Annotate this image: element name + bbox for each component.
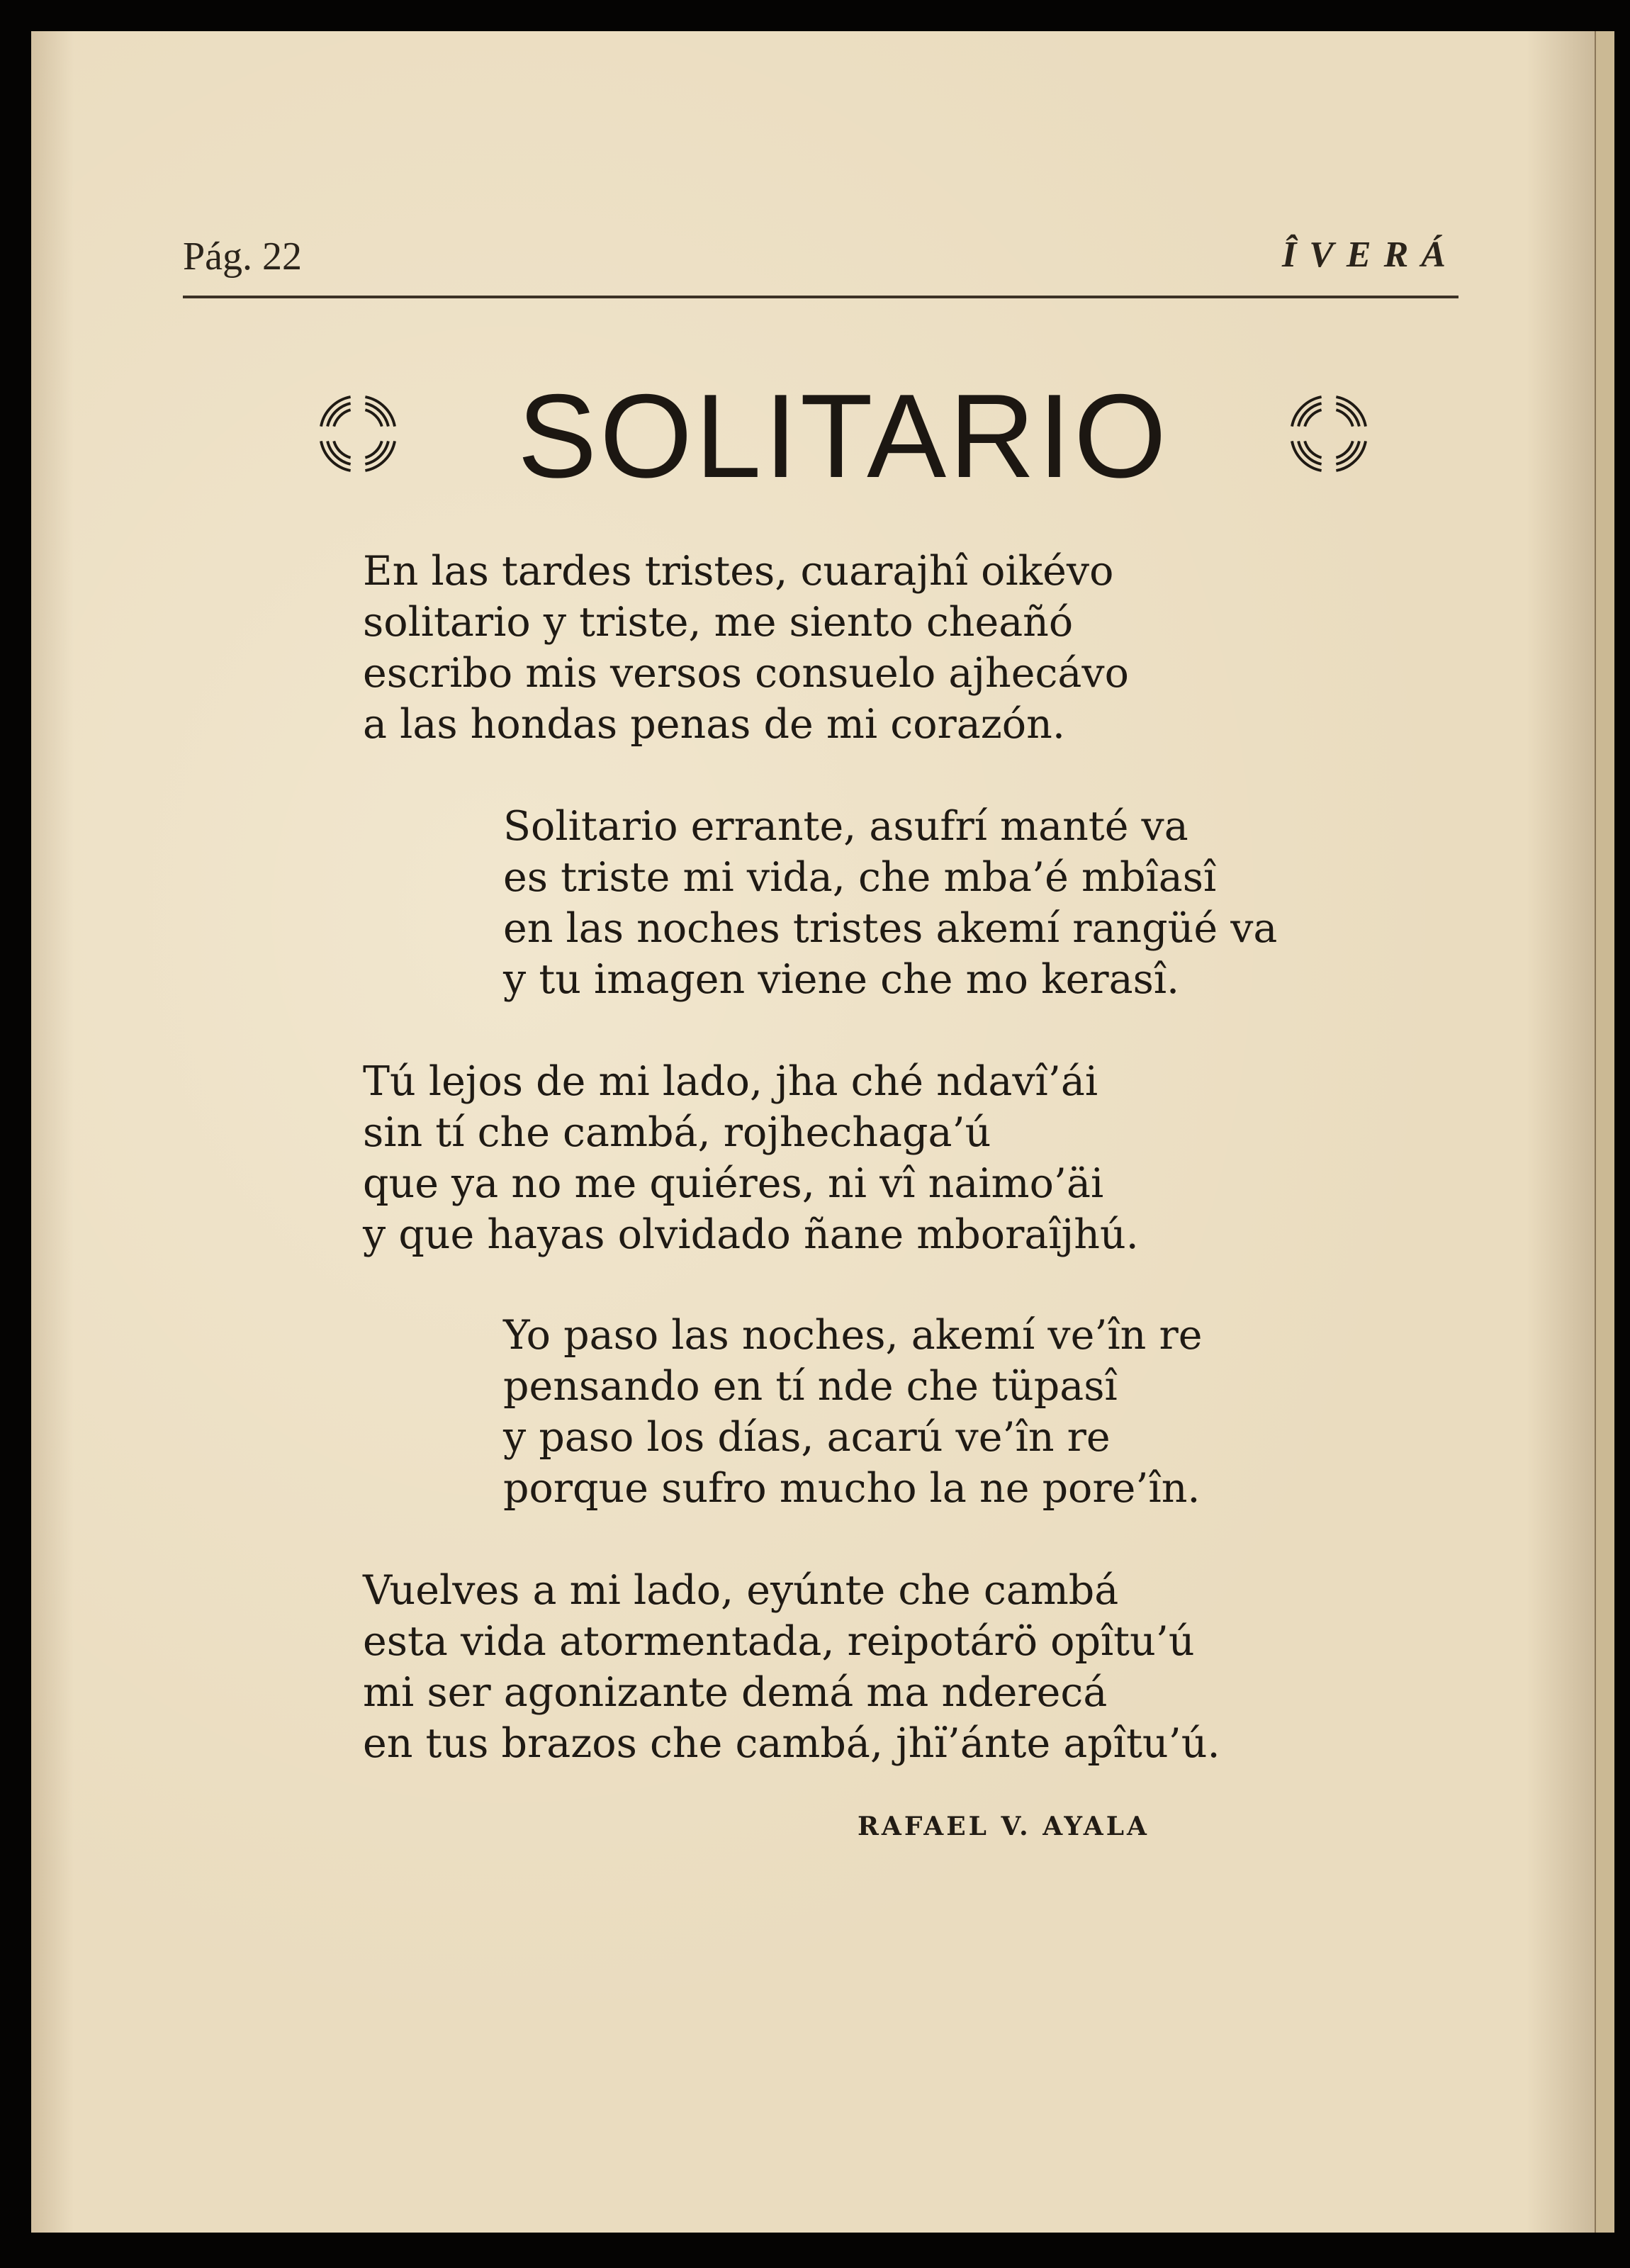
page-header <box>183 213 1458 291</box>
stanza-4 <box>503 1310 1202 1514</box>
poem-line: y tu imagen viene che mo kerasî. <box>503 956 1180 1003</box>
poem-line: Tú lejos de mi lado, jha ché ndavî’ái <box>363 1058 1098 1105</box>
poem-line: a las hondas penas de mi corazón. <box>363 701 1065 748</box>
poem-line: Yo paso las noches, akemí ve’în re <box>503 1312 1203 1359</box>
adjacent-page-edge <box>1595 31 1614 2233</box>
poem-line: sin tí che cambá, rojhechaga’ú <box>363 1109 991 1156</box>
author-signature: RAFAEL V. AYALA <box>858 1812 1150 1841</box>
poem-line: es triste mi vida, che mba’é mbîasî <box>503 854 1217 901</box>
poem-line: esta vida atormentada, reipotárö opîtu’ú <box>363 1618 1195 1665</box>
journal-title: ÎVERÁ <box>1282 235 1458 275</box>
poem-line: solitario y triste, me siento cheañó <box>363 599 1074 646</box>
header-rule <box>183 296 1458 298</box>
poem-line: Solitario errante, asufrí manté va <box>503 803 1188 850</box>
poem-line: y que hayas olvidado ñane mboraîjhú. <box>363 1211 1139 1258</box>
poem-line: que ya no me quiéres, ni vî naimo’äi <box>363 1160 1104 1207</box>
poem-line: En las tardes tristes, cuarajhî oikévo <box>363 548 1114 595</box>
poem-line: Vuelves a mi lado, eyúnte che cambá <box>363 1567 1119 1614</box>
poem-title: SOLITARIO <box>517 369 1169 503</box>
circular-bracket-ornament-icon <box>312 388 404 480</box>
poem-line: escribo mis versos consuelo ajhecávo <box>363 650 1129 697</box>
stanza-2 <box>503 801 1277 1005</box>
stanza-1 <box>363 546 1129 750</box>
stanza-3 <box>363 1056 1139 1260</box>
poem-line: mi ser agonizante demá ma nderecá <box>363 1669 1108 1716</box>
stanza-5 <box>363 1565 1220 1769</box>
page-number: Pág. 22 <box>183 235 302 279</box>
poem-line: porque sufro mucho la ne pore’în. <box>503 1465 1201 1512</box>
poem-line: y paso los días, acarú ve’în re <box>503 1414 1111 1461</box>
poem-line: en las noches tristes akemí rangüé va <box>503 905 1278 952</box>
poem-line: en tus brazos che cambá, jhï’ánte apîtu’ú. <box>363 1720 1220 1767</box>
poem-line: pensando en tí nde che tüpasî <box>503 1363 1118 1410</box>
title-row <box>312 365 1375 507</box>
circular-bracket-ornament-icon <box>1283 388 1375 480</box>
